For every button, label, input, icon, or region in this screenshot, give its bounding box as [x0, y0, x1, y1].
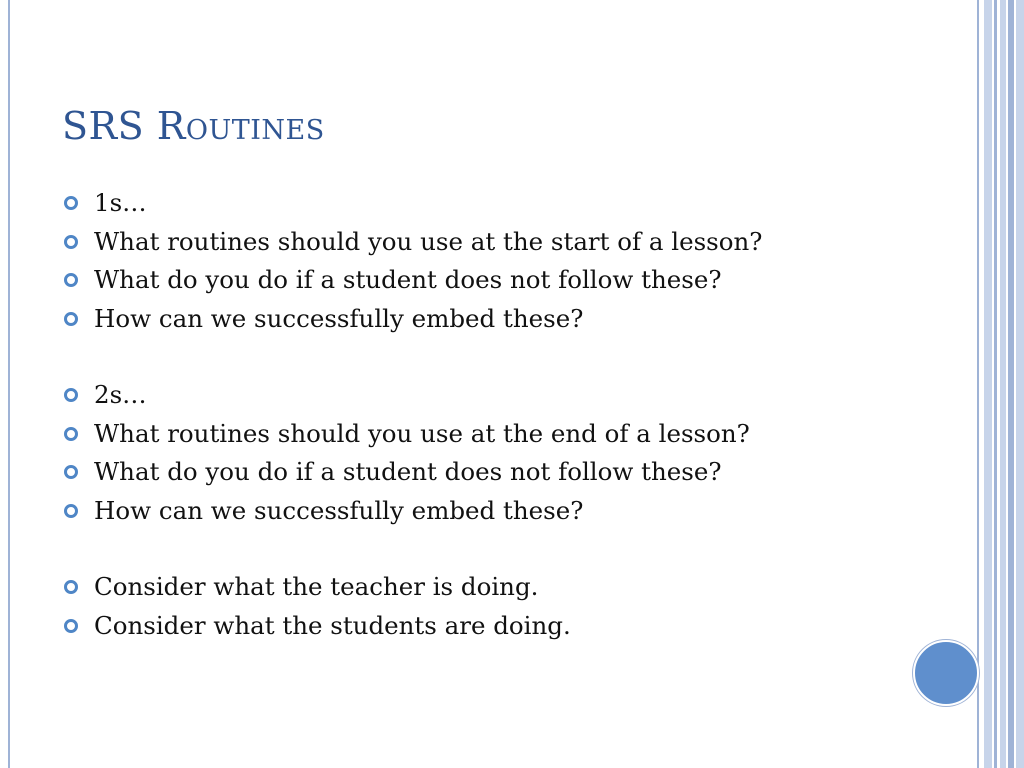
list-item-text: What routines should you use at the start of a lesson? [94, 226, 763, 256]
list-item [62, 453, 962, 492]
bullet-list [62, 184, 962, 645]
list-item [62, 261, 962, 300]
list-item-text: What do you do if a student does not follow these? [94, 265, 722, 294]
list-item [62, 568, 962, 607]
list-item [62, 184, 962, 223]
list-item [62, 376, 962, 415]
circle-bullet-icon [64, 619, 78, 633]
list-item-text: What routines should you use at the end of a lesson? [94, 418, 750, 448]
list-item-text: What do you do if a student does not follow these? [94, 457, 722, 486]
circle-bullet-icon [64, 427, 78, 441]
right-stripe [1000, 0, 1006, 768]
list-item-text: Consider what the teacher is doing. [94, 572, 539, 601]
list-item-text: 1s… [94, 188, 147, 217]
circle-bullet-icon [64, 235, 78, 249]
slide-title: SRS Routines [62, 104, 325, 148]
right-stripe [984, 0, 992, 768]
left-border-line [8, 0, 10, 768]
decorative-circle [913, 640, 979, 706]
circle-bullet-icon [64, 312, 78, 326]
circle-bullet-icon [64, 465, 78, 479]
right-stripe [977, 0, 979, 768]
circle-bullet-icon [64, 273, 78, 287]
list-item [62, 300, 962, 339]
circle-bullet-icon [64, 196, 78, 210]
circle-bullet-icon [64, 504, 78, 518]
list-item [62, 415, 962, 454]
list-item [62, 492, 962, 531]
right-stripe [1016, 0, 1024, 768]
right-stripe [1008, 0, 1014, 768]
list-item-text: Consider what the students are doing. [94, 610, 571, 640]
list-item [62, 607, 962, 646]
right-stripe [994, 0, 997, 768]
circle-bullet-icon [64, 580, 78, 594]
list-item-text: How can we successfully embed these? [94, 495, 584, 525]
list-item-text: 2s… [94, 380, 147, 409]
circle-bullet-icon [64, 388, 78, 402]
list-item-text: How can we successfully embed these? [94, 303, 584, 333]
list-item [62, 223, 962, 262]
